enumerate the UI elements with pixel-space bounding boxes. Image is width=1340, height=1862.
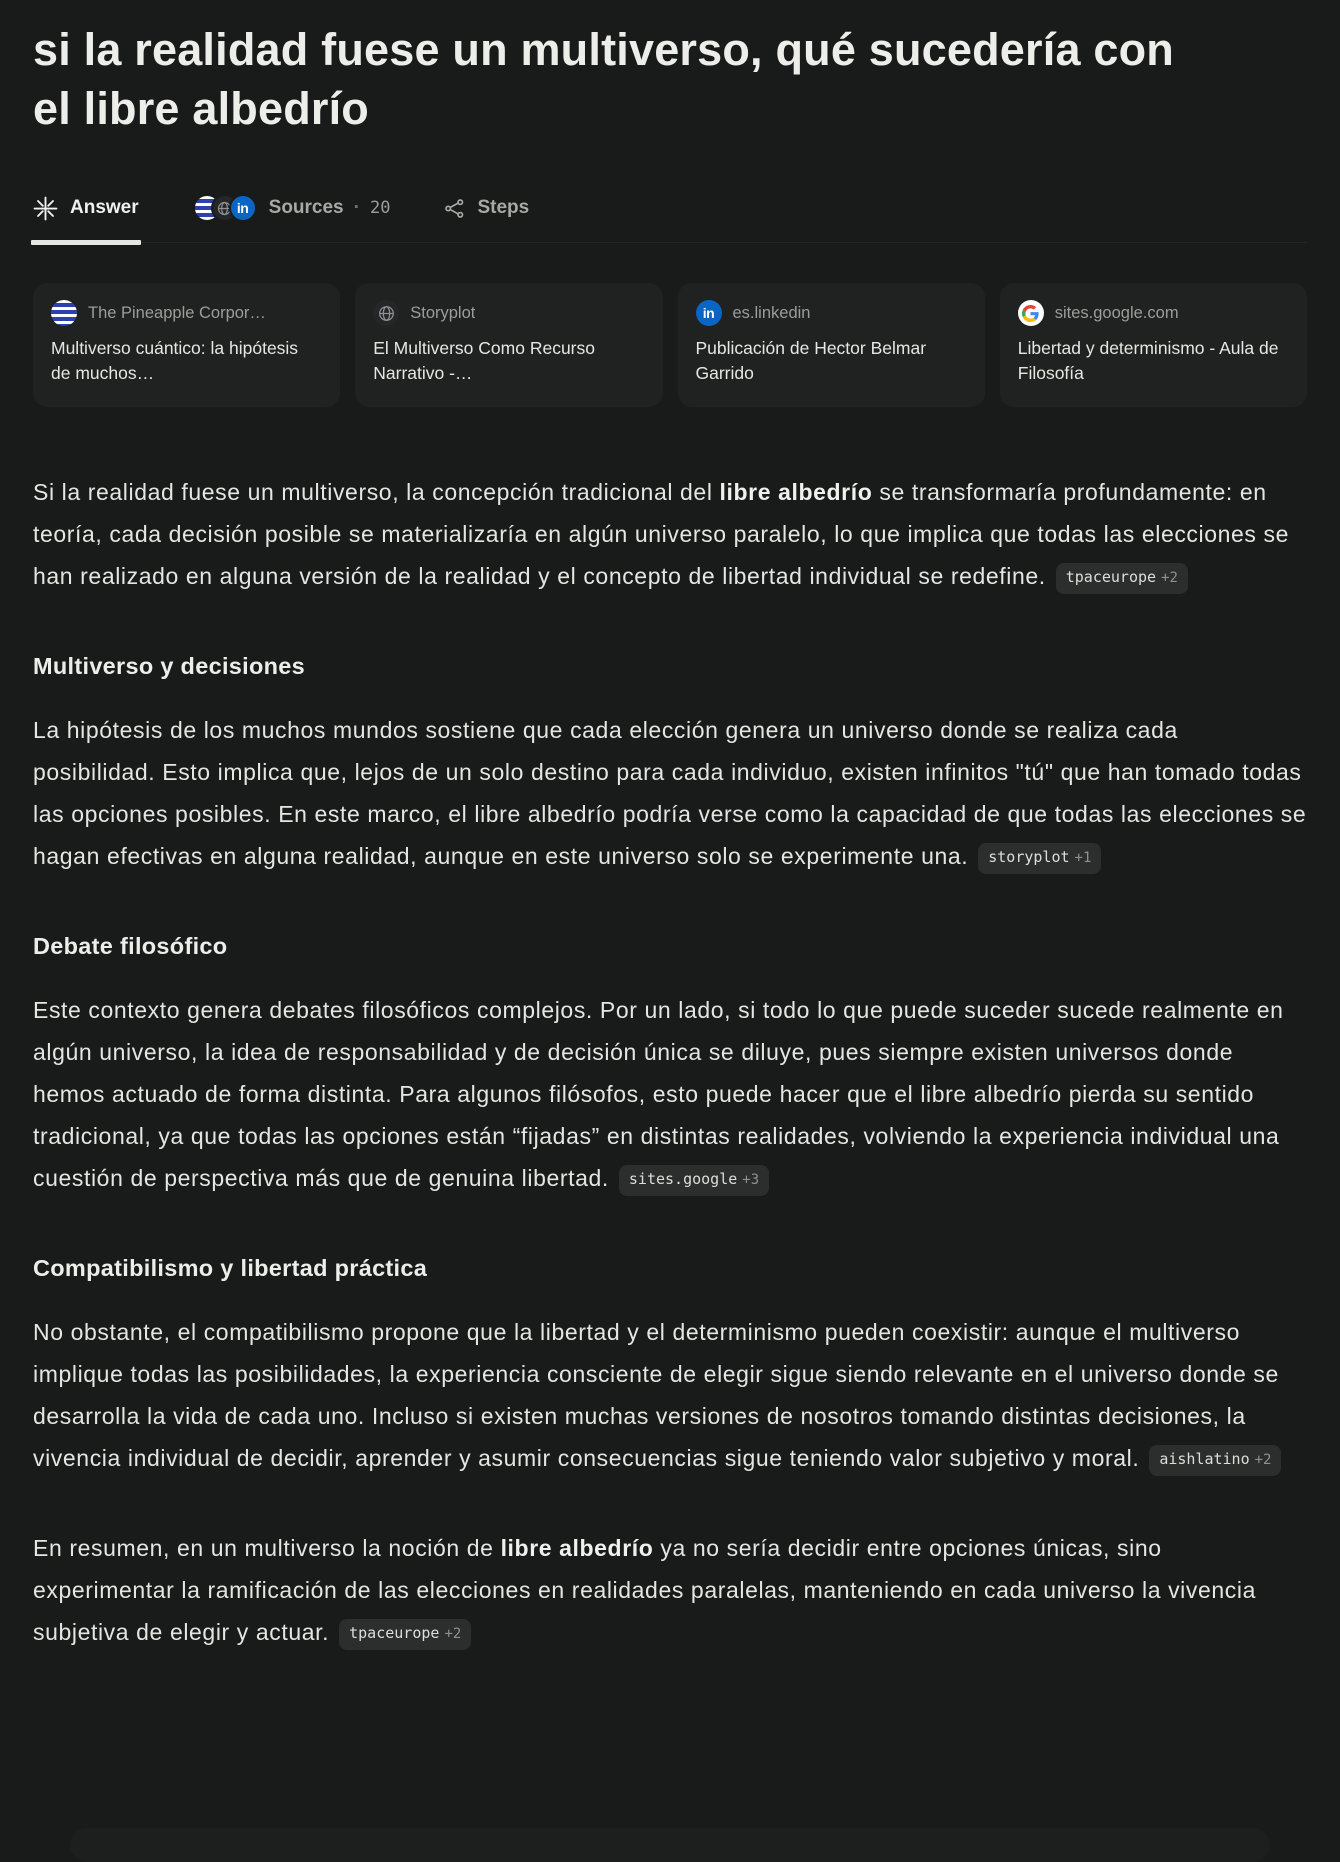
citation-more-count: +2 bbox=[1254, 1452, 1272, 1468]
bold-term: libre albedrío bbox=[500, 1535, 654, 1561]
tab-answer-label: Answer bbox=[70, 197, 139, 218]
source-card-storyplot[interactable] bbox=[355, 283, 662, 407]
citation-badge[interactable]: tpaceurope +2 bbox=[339, 1619, 471, 1650]
source-card-linkedin[interactable] bbox=[678, 283, 985, 407]
answer-intro-paragraph: Si la realidad fuese un multiverso, la concepción tradicional del libre albedrío se transformaría profundamente: en teoría, cada decisión posible se materializaría en algún universo paralelo, lo que implica que todas las elecciones se han realizado en alguna versión de la realidad y el concepto de libertad individual se redefine. tpaceurope +2 bbox=[33, 471, 1307, 597]
tab-steps[interactable] bbox=[444, 197, 529, 219]
source-title: Publicación de Hector Belmar Garrido bbox=[695, 338, 927, 383]
source-card-pineapple[interactable] bbox=[33, 283, 340, 407]
section-paragraph: Este contexto genera debates filosóficos complejos. Por un lado, si todo lo que puede suceder sucede realmente en algún universo, la idea de responsabilidad y de decisión única se diluye, pues siempre existen universos donde hemos actuado de forma distinta. Para algunos filósofos, esto puede hacer que el libre albedrío pierda su sentido tradicional, ya que todas las opciones están “fijadas” en distintas realidades, volviendo la experiencia individual una cuestión de perspectiva más que de genuina libertad. sites.google +3 bbox=[33, 989, 1307, 1199]
section-heading: Compatibilismo y libertad práctica bbox=[33, 1255, 428, 1281]
tab-sources[interactable] bbox=[193, 194, 391, 222]
section-paragraph: La hipótesis de los muchos mundos sostiene que cada elección genera un universo donde se realiza cada posibilidad. Esto implica que, lejos de un solo destino para cada individuo, existen infinitos "tú" que han tomado todas las opciones posibles. En este marco, el libre albedrío podría verse como la capacidad de que todas las elecciones se hagan efectivas en alguna realidad, aunque en este universo solo se experimente una. storyplot +1 bbox=[33, 709, 1307, 877]
google-favicon-icon bbox=[1018, 300, 1044, 326]
tab-sources-label: Sources bbox=[268, 197, 344, 218]
steps-branch-icon bbox=[444, 198, 465, 219]
source-title: El Multiverso Como Recurso Narrativo -… bbox=[373, 338, 595, 383]
citation-badge[interactable]: tpaceurope +2 bbox=[1056, 563, 1188, 594]
followup-input-peek[interactable] bbox=[70, 1828, 1270, 1862]
sources-count: 20 bbox=[369, 198, 391, 218]
citation-more-count: +2 bbox=[1161, 570, 1178, 586]
source-cards bbox=[33, 283, 1307, 407]
citation-more-count: +2 bbox=[444, 1626, 462, 1642]
source-site-name: sites.google.com bbox=[1054, 303, 1179, 322]
section-paragraph: No obstante, el compatibilismo propone que la libertad y el determinismo pueden coexistir: aunque el multiverso implique todas las posibilidades, la experiencia consciente de elegir sigue siendo relevante en el universo donde se desarrolla la vida de cada uno. Incluso si existen muchas versiones de nosotros tomando distintas decisiones, la vivencia individual de decidir, aprender y asumir consecuencias sigue teniendo valor subjetivo y moral. aishlatino +2 bbox=[33, 1311, 1307, 1479]
sources-favicon-stack bbox=[193, 194, 257, 222]
source-site-name: es.linkedin bbox=[732, 303, 811, 322]
tab-bar bbox=[33, 194, 1307, 243]
source-title: Multiverso cuántico: la hipótesis de muchos… bbox=[51, 338, 299, 383]
perplexity-logo-icon bbox=[33, 196, 58, 221]
source-site-name: The Pineapple Corpor… bbox=[88, 303, 266, 322]
answer-summary-paragraph: En resumen, en un multiverso la noción de libre albedrío ya no sería decidir entre opciones únicas, sino experimentar la ramificación de las elecciones en realidades paralelas, manteniendo en cada universo la vivencia subjetiva de elegir y actuar. tpaceurope +2 bbox=[33, 1527, 1307, 1653]
tab-steps-label: Steps bbox=[477, 197, 530, 218]
source-site-name: Storyplot bbox=[410, 303, 476, 322]
section-heading: Multiverso y decisiones bbox=[33, 653, 306, 679]
citation-badge[interactable]: sites.google +3 bbox=[619, 1165, 769, 1196]
tab-separator: · bbox=[353, 197, 360, 218]
globe-favicon-icon bbox=[373, 300, 399, 326]
section-heading: Debate filosófico bbox=[33, 933, 228, 959]
source-card-google[interactable] bbox=[1000, 283, 1307, 407]
linkedin-favicon-icon: in bbox=[696, 300, 722, 326]
citation-badge[interactable]: aishlatino +2 bbox=[1149, 1445, 1281, 1476]
answer-body bbox=[33, 471, 1307, 1653]
pineapple-favicon-icon bbox=[51, 300, 77, 326]
citation-badge[interactable]: storyplot +1 bbox=[978, 843, 1101, 874]
citation-more-count: +1 bbox=[1074, 850, 1092, 866]
source-title: Libertad y determinismo - Aula de Filosofía bbox=[1017, 338, 1279, 383]
page-title: si la realidad fuese un multiverso, qué sucedería con el libre albedrío bbox=[33, 24, 1174, 134]
linkedin-favicon-icon: in bbox=[229, 194, 257, 222]
citation-more-count: +3 bbox=[742, 1172, 760, 1188]
bold-term: libre albedrío bbox=[719, 479, 873, 505]
tab-answer[interactable] bbox=[33, 196, 139, 221]
